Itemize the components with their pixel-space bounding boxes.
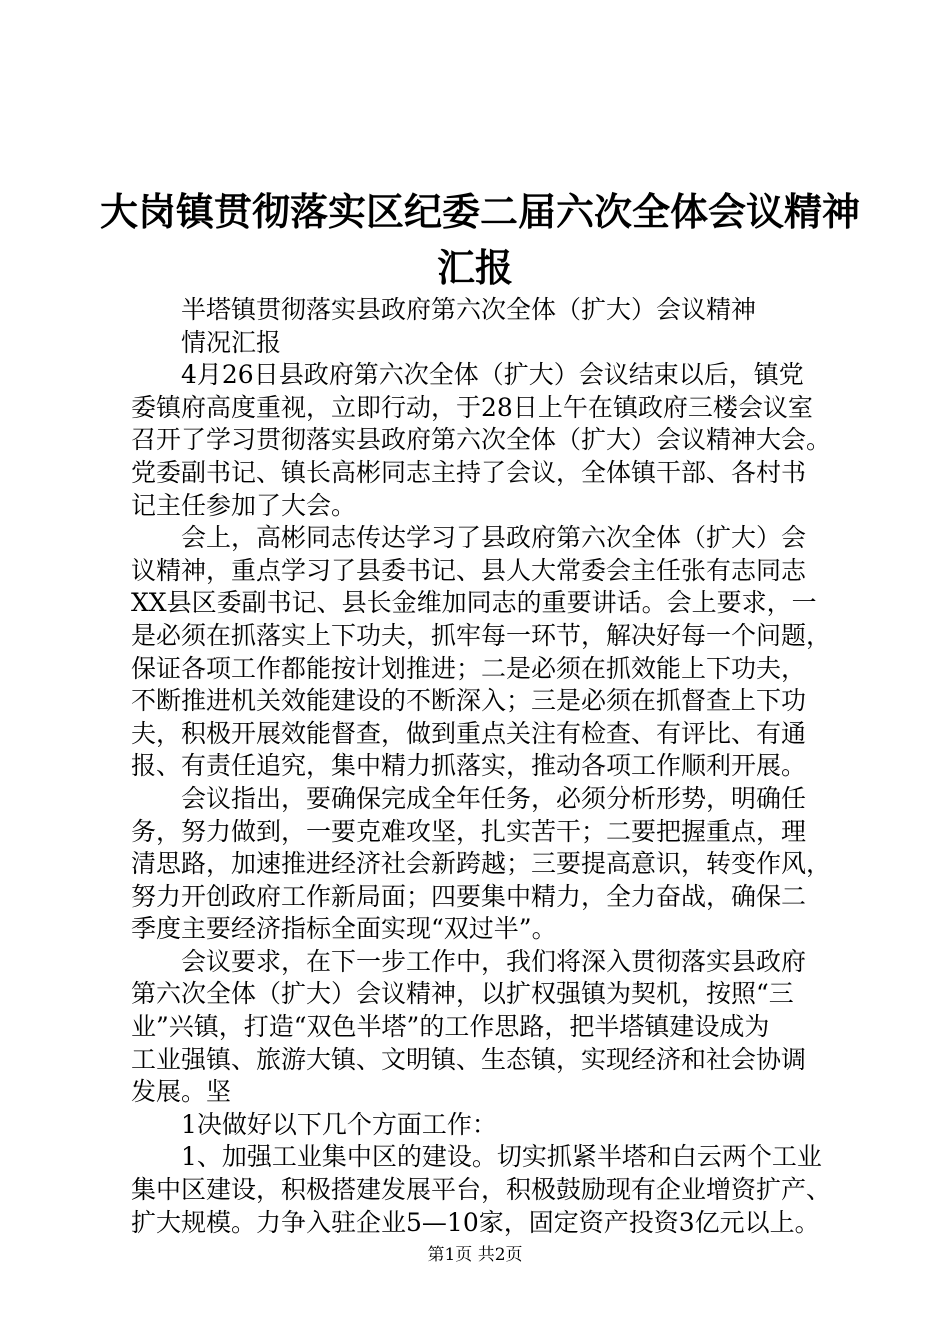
body-line: 夫，积极开展效能督查，做到重点关注有检查、有评比、有通 [131, 718, 807, 748]
body-line: 召开了学习贯彻落实县政府第六次全体（扩大）会议精神大会。 [131, 425, 832, 455]
body-line: 1、加强工业集中区的建设。切实抓紧半塔和白云两个工业 [181, 1142, 822, 1172]
body-line: 议精神，重点学习了县委书记、县人大常委会主任张有志同志 [131, 555, 807, 585]
body-line: 扩大规模。力争入驻企业5—10家，固定资产投资3亿元以上。 [131, 1207, 820, 1237]
body-line: 委镇府高度重视，立即行动，于28日上午在镇政府三楼会议室 [131, 392, 813, 422]
body-line: 会议要求，在下一步工作中，我们将深入贯彻落实县政府 [181, 946, 807, 976]
document-body [131, 294, 831, 1239]
body-line: 党委副书记、镇长高彬同志主持了会议，全体镇干部、各村书 [131, 457, 807, 487]
body-line: 是必须在抓落实上下功夫，抓牢每一环节，解决好每一个问题， [131, 620, 832, 650]
body-line: 会上，高彬同志传达学习了县政府第六次全体（扩大）会 [181, 523, 807, 553]
page-number-footer: 第1页 共2页 [427, 1245, 523, 1265]
body-line: 发展。坚 [131, 1077, 232, 1107]
body-line: XX县区委副书记、县长金维加同志的重要讲话。会上要求，一 [131, 588, 817, 618]
body-line: 工业强镇、旅游大镇、文明镇、生态镇，实现经济和社会协调 [131, 1044, 807, 1074]
document-title-continued: 汇报 [436, 245, 513, 290]
body-line: 第六次全体（扩大）会议精神，以扩权强镇为契机，按照“三 [131, 979, 794, 1009]
body-line: 努力开创政府工作新局面；四要集中精力，全力奋战，确保二 [131, 881, 807, 911]
body-line: 1决做好以下几个方面工作： [181, 1109, 497, 1139]
body-line: 保证各项工作都能按计划推进；二是必须在抓效能上下功夫， [131, 653, 807, 683]
body-line: 记主任参加了大会。 [131, 490, 357, 520]
body-line: 集中区建设，积极搭建发展平台，积极鼓励现有企业增资扩产、 [131, 1175, 832, 1205]
body-line: 报、有责任追究，集中精力抓落实，推动各项工作顺利开展。 [131, 751, 807, 781]
body-line: 会议指出，要确保完成全年任务，必须分析形势，明确任 [181, 783, 807, 813]
document-title: 大岗镇贯彻落实区纪委二届六次全体会议精神 [100, 189, 861, 234]
body-line: 情况汇报 [181, 327, 282, 357]
body-line: 不断推进机关效能建设的不断深入；三是必须在抓督查上下功 [131, 686, 807, 716]
body-line: 业”兴镇，打造“双色半塔”的工作思路，把半塔镇建设成为 [131, 1012, 770, 1042]
body-line: 清思路，加速推进经济社会新跨越；三要提高意识，转变作风， [131, 849, 832, 879]
body-line: 季度主要经济指标全面实现“双过半”。 [131, 914, 557, 944]
body-line: 4月26日县政府第六次全体（扩大）会议结束以后，镇党 [181, 360, 804, 390]
body-line: 半塔镇贯彻落实县政府第六次全体（扩大）会议精神 [181, 295, 757, 324]
body-line: 务，努力做到，一要克难攻坚，扎实苦干；二要把握重点，理 [131, 816, 807, 846]
